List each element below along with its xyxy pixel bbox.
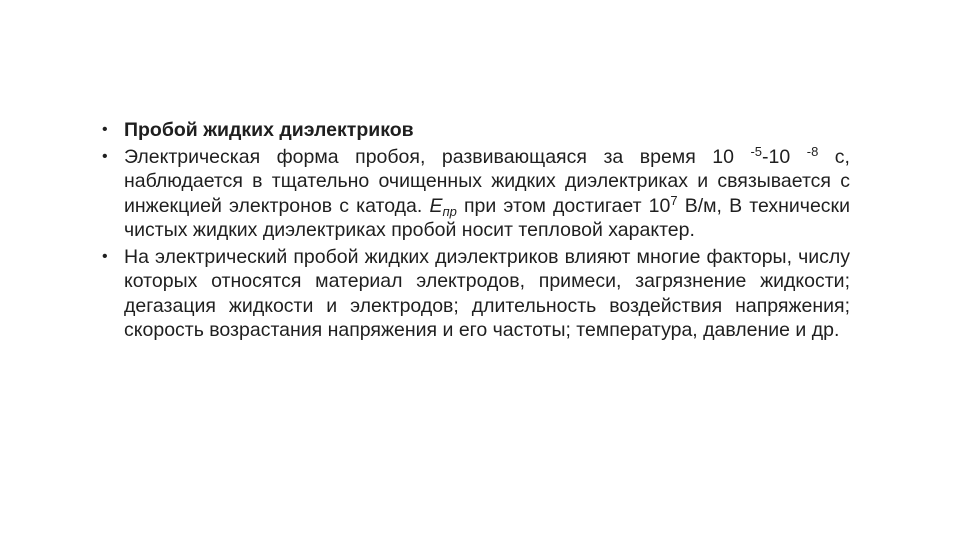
- bullet-list: [102, 118, 850, 343]
- bullet-factors: [102, 245, 850, 343]
- bullet-dot-icon: •: [102, 247, 108, 265]
- paragraph-text: На электрический пробой жидких диэлектриков влияют многие факторы, числу которых относятся материал электродов, примеси, загрязнение жидкости; дегазация жидкости и электродов; длительность воздействия напряжения; скорость возрастания напряжения и его частоты; температура, давление и др.: [124, 245, 850, 341]
- paragraph-text-part: с, наблюдается в тщательно очищенных жидких диэлектриках и связывается с инжекцией электронов с катода.: [124, 145, 850, 217]
- paragraph-text-part: -10: [762, 145, 807, 168]
- bullet-dot-icon: •: [102, 147, 108, 165]
- paragraph-text-part: В/м, В технически чистых жидких диэлектриках пробой носит тепловой характер.: [124, 194, 850, 241]
- bullet-dot-icon: •: [102, 121, 108, 138]
- paragraph-text-part: Электрическая форма пробоя, развивающаяся за время 10: [124, 145, 751, 168]
- superscript: -5: [750, 143, 763, 159]
- heading-text: Пробой жидких диэлектриков: [124, 119, 414, 141]
- superscript: -8: [806, 143, 819, 159]
- bullet-electric-breakdown: [102, 145, 850, 243]
- slide-content: [102, 118, 850, 345]
- field-subscript: пр: [442, 203, 457, 219]
- superscript: 7: [670, 192, 678, 208]
- paragraph-text-part: при этом достигает 10: [456, 194, 671, 217]
- bullet-heading: [102, 118, 850, 143]
- field-symbol: E: [429, 194, 443, 217]
